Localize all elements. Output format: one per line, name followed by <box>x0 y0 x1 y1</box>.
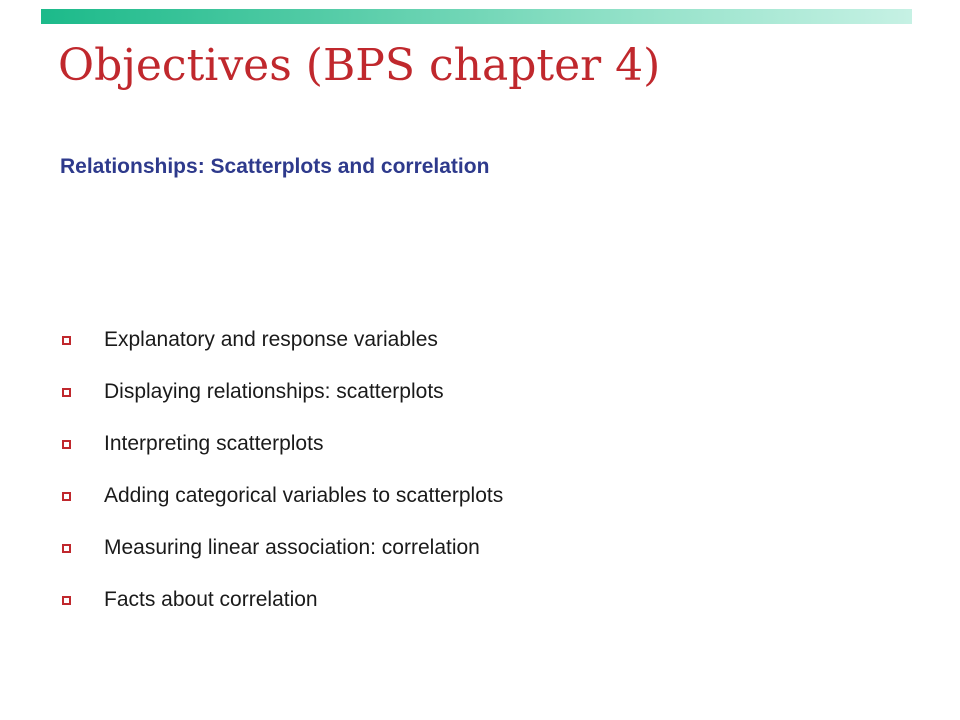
hollow-square-bullet-icon <box>62 544 71 553</box>
slide-title: Objectives (BPS chapter 4) <box>58 40 661 91</box>
bullet-text: Explanatory and response variables <box>104 328 438 351</box>
bullet-text: Interpreting scatterplots <box>104 432 324 455</box>
list-item <box>62 314 503 366</box>
hollow-square-bullet-icon <box>62 336 71 345</box>
slide-subtitle: Relationships: Scatterplots and correlation <box>60 155 490 178</box>
accent-bar <box>41 9 912 24</box>
bullet-text: Displaying relationships: scatterplots <box>104 380 444 403</box>
bullet-text: Adding categorical variables to scatterplots <box>104 484 504 507</box>
hollow-square-bullet-icon <box>62 440 71 449</box>
hollow-square-bullet-icon <box>62 492 71 501</box>
list-item <box>62 366 503 418</box>
list-item <box>62 470 503 522</box>
hollow-square-bullet-icon <box>62 388 71 397</box>
list-item <box>62 574 503 626</box>
bullet-text: Facts about correlation <box>104 588 318 611</box>
list-item <box>62 522 503 574</box>
objectives-list <box>62 314 503 626</box>
bullet-text: Measuring linear association: correlation <box>104 536 480 559</box>
list-item <box>62 418 503 470</box>
hollow-square-bullet-icon <box>62 596 71 605</box>
